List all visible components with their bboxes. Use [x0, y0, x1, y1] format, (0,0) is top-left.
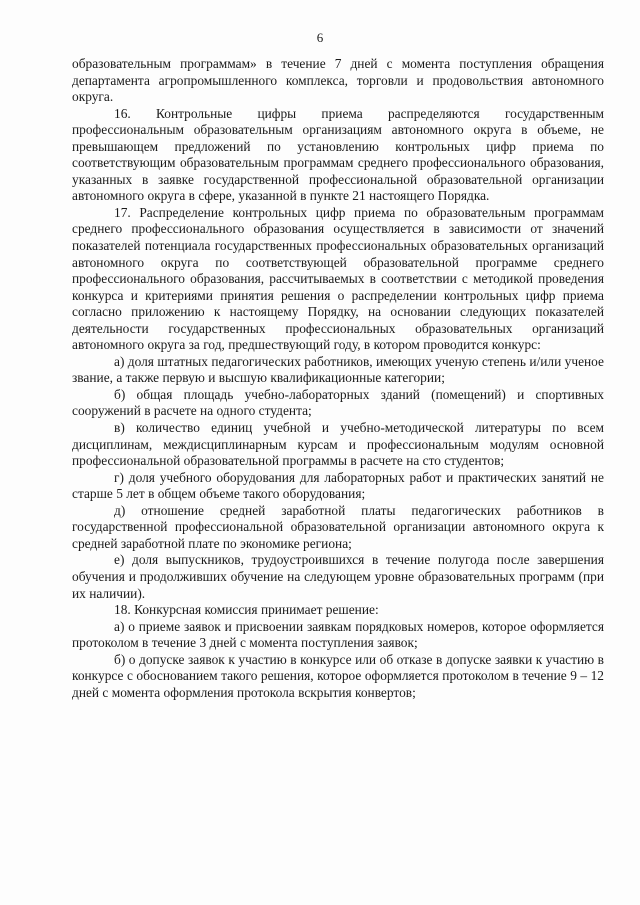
subitem-g: г) доля учебного оборудования для лабораторных работ и практических занятий не старше 5 лет в общем объеме такого оборудования;	[72, 469, 604, 502]
subitem-b: б) общая площадь учебно-лабораторных зданий (помещений) и спортивных сооружений в расчете на одного студента;	[72, 386, 604, 419]
subitem-v: в) количество единиц учебной и учебно-методической литературы по всем дисциплинам, междисциплинарным курсам и профессиональным модулям основной профессиональной образовательной программы в расчете на сто студентов;	[72, 420, 604, 469]
document-body	[72, 56, 604, 701]
paragraph-continuation: образовательным программам» в течение 7 дней с момента поступления обращения департамента агропромышленного комплекса, торговли и продовольствия автономного округа.	[72, 56, 604, 105]
subitem-e: е) доля выпускников, трудоустроившихся в течение полугода после завершения обучения и продолживших обучение на следующем уровне образовательных программ (при их наличии).	[72, 552, 604, 601]
decision-b: б) о допуске заявок к участию в конкурсе или об отказе в допуске заявки к участию в конкурсе с обоснованием такого решения, которое оформляется протоколом в течение 9 – 12 дней с момента оформления протокола вскрытия конвертов;	[72, 651, 604, 700]
paragraph-item-18: 18. Конкурсная комиссия принимает решение:	[114, 602, 379, 618]
decision-a: а) о приеме заявок и присвоении заявкам порядковых номеров, которое оформляется протоколом в течение 3 дней с момента поступления заявок;	[72, 618, 604, 651]
subitem-a: а) доля штатных педагогических работников, имеющих ученую степень и/или ученое звание, а также первую и высшую квалификационные категории;	[72, 353, 604, 386]
paragraph-item-16: 16. Контрольные цифры приема распределяются государственным профессиональным образовательным организациям автономного округа в объеме, не превышающем предложений по установлению контрольных цифр приема по соответствующим образовательным программам среднего профессионального образования, указанных в заявке государственной профессиональной образовательной организации автономного округа в сфере, указанной в пункте 21 настоящего Порядка.	[72, 105, 604, 204]
page-number: 6	[316, 30, 324, 45]
subitem-d: д) отношение средней заработной платы педагогических работников в государственной профессиональной образовательной организации автономного округа к средней заработной плате по экономике региона;	[72, 502, 604, 551]
paragraph-item-17: 17. Распределение контрольных цифр приема по образовательным программам среднего профессионального образования осуществляется в зависимости от значений показателей потенциала государственных профессиональных образовательных организаций автономного округа по соответствующей образовательной программе среднего профессионального образования, рассчитываемых в соответствии с методикой проведения конкурса и критериями принятия решения о распределении контрольных цифр приема согласно приложению к настоящему Порядку, на основании следующих показателей деятельности государственных профессиональных образовательных организаций автономного округа за год, предшествующий году, в котором проводится конкурс:	[72, 204, 604, 353]
